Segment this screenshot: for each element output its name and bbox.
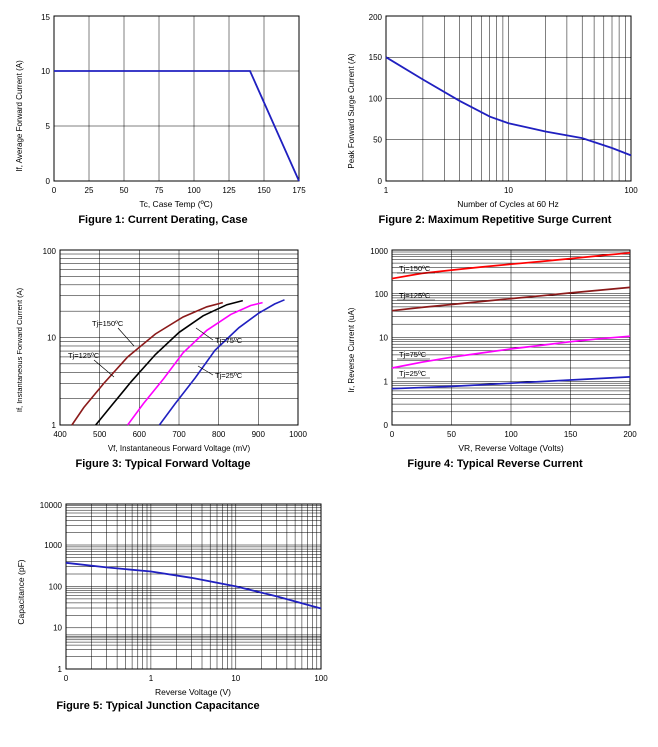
figure-5-ytick-1: 1 xyxy=(57,665,62,674)
figure-5-xlabel: Reverse Voltage (V) xyxy=(154,687,232,697)
figure-3-xtick-500: 500 xyxy=(93,430,107,439)
figure-4-label-tj25: Tj=25ºC xyxy=(399,369,427,378)
figure-3-chart xyxy=(8,240,318,460)
figure-3-ylabel: If, Instantaneous Forward Current (A) xyxy=(15,287,24,413)
figure-1-xtick-175: 175 xyxy=(292,186,306,195)
figure-1-chart xyxy=(8,6,318,216)
figure-2-ytick-150: 150 xyxy=(368,53,382,63)
figure-5-xtick-100: 100 xyxy=(314,674,328,683)
figure-4-ytick-0.1: 0 xyxy=(383,421,388,430)
figure-4-xtick-50: 50 xyxy=(447,430,456,439)
figure-2-xtick-1: 1 xyxy=(383,186,389,195)
figure-1-ytick-5: 5 xyxy=(45,122,50,131)
figure-3-xlabel: Vf, Instantaneous Forward Voltage (mV) xyxy=(107,444,251,453)
figure-2-xlabel: Number of Cycles at 60 Hz xyxy=(457,199,559,209)
figure-5-ytick-10000: 10000 xyxy=(39,501,62,510)
figure-1-xtick-50: 50 xyxy=(119,186,129,195)
figure-5-ytick-10: 10 xyxy=(53,623,62,633)
figure-3-label-tj125: Tj=125ºC xyxy=(68,351,100,360)
figure-3-ytick-100: 100 xyxy=(42,247,56,256)
figure-4-label-tj75: Tj=75ºC xyxy=(399,350,427,359)
figure-3-ytick-1: 1 xyxy=(51,421,56,430)
figure-5-ytick-100: 100 xyxy=(48,582,62,592)
figure-1-xtick-0: 0 xyxy=(51,186,57,195)
figure-2-caption: Figure 2: Maximum Repetitive Surge Current xyxy=(378,214,612,226)
figure-2-svg xyxy=(340,6,650,216)
figure-5-xtick-10: 10 xyxy=(231,674,241,683)
figure-1-xtick-100: 100 xyxy=(187,186,201,195)
figure-3-label-tj75: Tj=75ºC xyxy=(215,336,243,345)
figure-4-label-tj150: Tj=150ºC xyxy=(399,264,431,273)
figure-2-ylabel: Peak Forward Surge Current (A) xyxy=(347,53,356,169)
figure-5-ytick-1000: 1000 xyxy=(44,541,62,550)
figure-3-xtick-1000: 1000 xyxy=(289,430,307,439)
figure-1-xtick-75: 75 xyxy=(154,186,164,195)
figure-4-xtick-200: 200 xyxy=(623,430,637,439)
figure-2-ytick-50: 50 xyxy=(373,135,382,145)
figure-4-svg xyxy=(340,240,650,460)
figure-1-ylabel: If, Average Forward Current (A) xyxy=(15,60,24,172)
figure-4-ylabel: Ir, Reverse Current (uA) xyxy=(347,307,356,393)
figure-4-caption: Figure 4: Typical Reverse Current xyxy=(407,458,583,470)
figure-3-ytick-10: 10 xyxy=(47,333,56,343)
figure-5-ylabel: Capacitance (pF) xyxy=(16,559,26,625)
figure-3-xtick-700: 700 xyxy=(172,430,186,439)
figure-2-xtick-10: 10 xyxy=(504,186,513,195)
figure-4-chart xyxy=(340,240,650,460)
figure-1-xlabel: Tc, Case Temp (ºC) xyxy=(139,199,213,209)
figure-4-ytick-10: 10 xyxy=(379,333,388,343)
figure-3-xtick-600: 600 xyxy=(132,430,146,439)
figure-4-xtick-0: 0 xyxy=(389,430,395,439)
figure-2-ytick-200: 200 xyxy=(368,13,382,22)
figure-3-xtick-900: 900 xyxy=(251,430,265,439)
figure-2-ytick-100: 100 xyxy=(368,94,382,104)
figure-1-ytick-0: 0 xyxy=(45,177,50,186)
figure-1-xtick-150: 150 xyxy=(257,186,271,195)
figure-5-xtick-0: 0 xyxy=(63,674,69,683)
figure-1-xtick-125: 125 xyxy=(222,186,236,195)
figure-1-ytick-10: 10 xyxy=(41,67,50,76)
figure-4-xlabel: VR, Reverse Voltage (Volts) xyxy=(458,443,564,453)
figure-1-caption: Figure 1: Current Derating, Case xyxy=(78,214,248,226)
figure-3-caption: Figure 3: Typical Forward Voltage xyxy=(75,458,251,470)
figure-1-xtick-25: 25 xyxy=(84,186,94,195)
figure-4-label-tj125: Tj=125ºC xyxy=(399,291,431,300)
figure-2-ytick-0: 0 xyxy=(377,177,382,186)
figure-5-chart xyxy=(8,492,338,707)
figure-5-svg xyxy=(8,492,338,707)
figure-4-ytick-100: 100 xyxy=(374,290,388,299)
figure-3-label-tj25: Tj=25ºC xyxy=(215,371,243,380)
figure-2-chart xyxy=(340,6,650,216)
figure-1-svg xyxy=(8,6,318,216)
figure-4-xtick-150: 150 xyxy=(563,430,578,439)
figure-2-xtick-100: 100 xyxy=(624,186,638,195)
figure-1-ytick-15: 15 xyxy=(41,13,50,22)
figure-4-xtick-100: 100 xyxy=(504,430,518,439)
figure-5-xtick-1: 1 xyxy=(148,674,154,683)
figure-3-xtick-400: 400 xyxy=(53,430,67,439)
figure-3-svg xyxy=(8,240,318,460)
figure-4-ytick-1000: 1000 xyxy=(370,247,388,256)
figure-5-caption: Figure 5: Typical Junction Capacitance xyxy=(56,700,260,712)
figure-3-xtick-800: 800 xyxy=(212,430,226,439)
figure-3-label-tj150: Tj=150ºC xyxy=(92,319,124,328)
figure-4-ytick-1: 1 xyxy=(383,377,388,387)
